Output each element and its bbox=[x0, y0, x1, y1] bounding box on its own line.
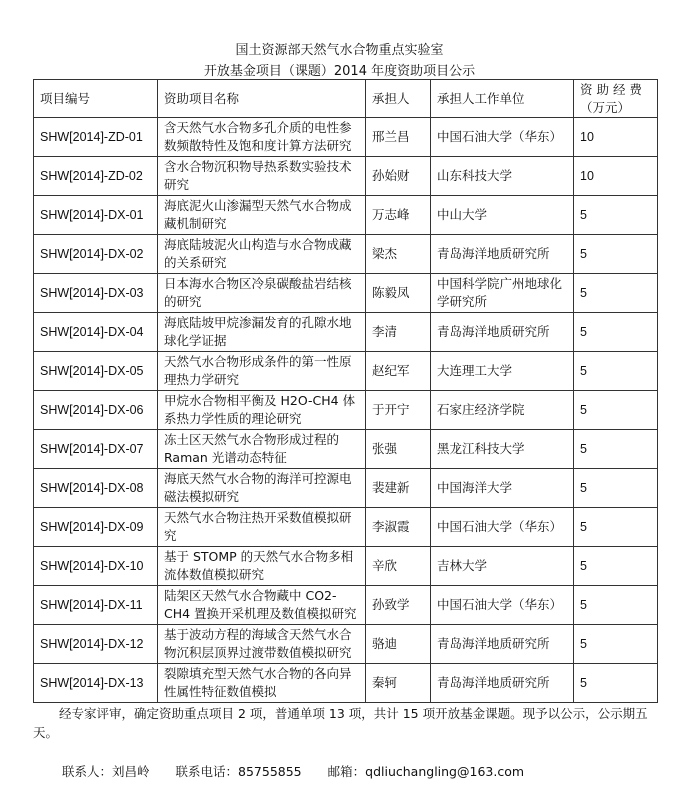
cell-person: 邢兰昌 bbox=[366, 118, 431, 157]
cell-unit: 中国石油大学（华东） bbox=[431, 118, 574, 157]
cell-person: 赵纪军 bbox=[366, 352, 431, 391]
cell-person: 梁杰 bbox=[366, 235, 431, 274]
cell-unit: 青岛海洋地质研究所 bbox=[431, 625, 574, 664]
cell-code: SHW[2014]-DX-05 bbox=[34, 352, 158, 391]
cell-unit: 中山大学 bbox=[431, 196, 574, 235]
cell-person: 万志峰 bbox=[366, 196, 431, 235]
table-row bbox=[34, 586, 658, 625]
cell-person: 裴建新 bbox=[366, 469, 431, 508]
cell-code: SHW[2014]-DX-08 bbox=[34, 469, 158, 508]
cell-person: 陈毅凤 bbox=[366, 274, 431, 313]
cell-name: 基于波动方程的海域含天然气水合物沉积层顶界过渡带数值模拟研究 bbox=[158, 625, 366, 664]
cell-fee: 5 bbox=[574, 391, 658, 430]
cell-name: 含天然气水合物多孔介质的电性参数频散特性及饱和度计算方法研究 bbox=[158, 118, 366, 157]
table-row bbox=[34, 235, 658, 274]
cell-name: 冻土区天然气水合物形成过程的 Raman 光谱动态特征 bbox=[158, 430, 366, 469]
cell-unit: 吉林大学 bbox=[431, 547, 574, 586]
cell-fee: 5 bbox=[574, 625, 658, 664]
cell-code: SHW[2014]-ZD-01 bbox=[34, 118, 158, 157]
cell-name: 天然气水合物注热开采数值模拟研究 bbox=[158, 508, 366, 547]
table-row bbox=[34, 508, 658, 547]
cell-code: SHW[2014]-DX-01 bbox=[34, 196, 158, 235]
cell-fee: 5 bbox=[574, 469, 658, 508]
cell-name: 陆架区天然气水合物藏中 CO2-CH4 置换开采机理及数值模拟研究 bbox=[158, 586, 366, 625]
cell-fee: 5 bbox=[574, 352, 658, 391]
cell-unit: 青岛海洋地质研究所 bbox=[431, 313, 574, 352]
contact-phone: 联系电话：85755855 bbox=[175, 764, 302, 779]
cell-person: 辛欣 bbox=[366, 547, 431, 586]
cell-fee: 5 bbox=[574, 547, 658, 586]
cell-person: 于开宁 bbox=[366, 391, 431, 430]
cell-fee: 5 bbox=[574, 508, 658, 547]
table-row bbox=[34, 430, 658, 469]
header-name: 资助项目名称 bbox=[158, 80, 366, 118]
cell-name: 海底天然气水合物的海洋可控源电磁法模拟研究 bbox=[158, 469, 366, 508]
cell-unit: 中国海洋大学 bbox=[431, 469, 574, 508]
funding-table bbox=[33, 79, 658, 703]
cell-unit: 中国科学院广州地球化学研究所 bbox=[431, 274, 574, 313]
cell-fee: 5 bbox=[574, 586, 658, 625]
table-row bbox=[34, 391, 658, 430]
header-code: 项目编号 bbox=[34, 80, 158, 118]
cell-name: 海底陆坡泥火山构造与水合物成藏的关系研究 bbox=[158, 235, 366, 274]
document-title: 国土资源部天然气水合物重点实验室 bbox=[235, 43, 444, 58]
header-fee: 资 助 经 费（万元） bbox=[574, 80, 658, 118]
cell-code: SHW[2014]-DX-09 bbox=[34, 508, 158, 547]
cell-fee: 10 bbox=[574, 118, 658, 157]
document-subtitle: 开放基金项目（课题）2014 年度资助项目公示 bbox=[203, 64, 476, 79]
cell-code: SHW[2014]-DX-12 bbox=[34, 625, 158, 664]
cell-name: 天然气水合物形成条件的第一性原理热力学研究 bbox=[158, 352, 366, 391]
cell-fee: 5 bbox=[574, 274, 658, 313]
cell-fee: 5 bbox=[574, 313, 658, 352]
cell-code: SHW[2014]-DX-13 bbox=[34, 664, 158, 703]
table-row bbox=[34, 196, 658, 235]
cell-fee: 5 bbox=[574, 664, 658, 703]
review-statement: 经专家评审，确定资助重点项目 2 项，普通单项 13 项，共计 15 项开放基金课题。现予以公示，公示期五天。 bbox=[33, 706, 648, 740]
cell-unit: 青岛海洋地质研究所 bbox=[431, 235, 574, 274]
contact-person: 联系人：刘昌岭 bbox=[62, 764, 150, 779]
cell-unit: 中国石油大学（华东） bbox=[431, 508, 574, 547]
cell-code: SHW[2014]-DX-10 bbox=[34, 547, 158, 586]
cell-unit: 青岛海洋地质研究所 bbox=[431, 664, 574, 703]
contact-email: 邮箱：qdliuchangling@163.com bbox=[327, 764, 525, 779]
table-row bbox=[34, 118, 658, 157]
cell-fee: 5 bbox=[574, 235, 658, 274]
table-header-row bbox=[34, 80, 658, 118]
cell-person: 孙始财 bbox=[366, 157, 431, 196]
cell-code: SHW[2014]-ZD-02 bbox=[34, 157, 158, 196]
cell-fee: 5 bbox=[574, 430, 658, 469]
cell-code: SHW[2014]-DX-07 bbox=[34, 430, 158, 469]
cell-person: 李淑霞 bbox=[366, 508, 431, 547]
table-row bbox=[34, 469, 658, 508]
table-row bbox=[34, 313, 658, 352]
cell-person: 骆迪 bbox=[366, 625, 431, 664]
table-row bbox=[34, 664, 658, 703]
cell-unit: 黑龙江科技大学 bbox=[431, 430, 574, 469]
cell-fee: 10 bbox=[574, 157, 658, 196]
cell-code: SHW[2014]-DX-06 bbox=[34, 391, 158, 430]
header-unit: 承担人工作单位 bbox=[431, 80, 574, 118]
cell-name: 基于 STOMP 的天然气水合物多相流体数值模拟研究 bbox=[158, 547, 366, 586]
table-row bbox=[34, 547, 658, 586]
cell-name: 海底陆坡甲烷渗漏发育的孔隙水地球化学证据 bbox=[158, 313, 366, 352]
cell-unit: 中国石油大学（华东） bbox=[431, 586, 574, 625]
cell-unit: 大连理工大学 bbox=[431, 352, 574, 391]
table-row bbox=[34, 274, 658, 313]
cell-name: 海底泥火山渗漏型天然气水合物成藏机制研究 bbox=[158, 196, 366, 235]
cell-code: SHW[2014]-DX-11 bbox=[34, 586, 158, 625]
cell-unit: 石家庄经济学院 bbox=[431, 391, 574, 430]
cell-name: 含水合物沉积物导热系数实验技术研究 bbox=[158, 157, 366, 196]
cell-code: SHW[2014]-DX-02 bbox=[34, 235, 158, 274]
header-person: 承担人 bbox=[366, 80, 431, 118]
cell-person: 李清 bbox=[366, 313, 431, 352]
table-row bbox=[34, 625, 658, 664]
cell-person: 秦轲 bbox=[366, 664, 431, 703]
cell-person: 张强 bbox=[366, 430, 431, 469]
cell-name: 裂隙填充型天然气水合物的各向异性属性特征数值模拟 bbox=[158, 664, 366, 703]
cell-unit: 山东科技大学 bbox=[431, 157, 574, 196]
table-row bbox=[34, 157, 658, 196]
cell-person: 孙致学 bbox=[366, 586, 431, 625]
cell-name: 日本海水合物区冷泉碳酸盐岩结核的研究 bbox=[158, 274, 366, 313]
cell-fee: 5 bbox=[574, 196, 658, 235]
cell-code: SHW[2014]-DX-03 bbox=[34, 274, 158, 313]
table-row bbox=[34, 352, 658, 391]
cell-code: SHW[2014]-DX-04 bbox=[34, 313, 158, 352]
contact-info bbox=[62, 762, 550, 780]
cell-name: 甲烷水合物相平衡及 H2O-CH4 体系热力学性质的理论研究 bbox=[158, 391, 366, 430]
